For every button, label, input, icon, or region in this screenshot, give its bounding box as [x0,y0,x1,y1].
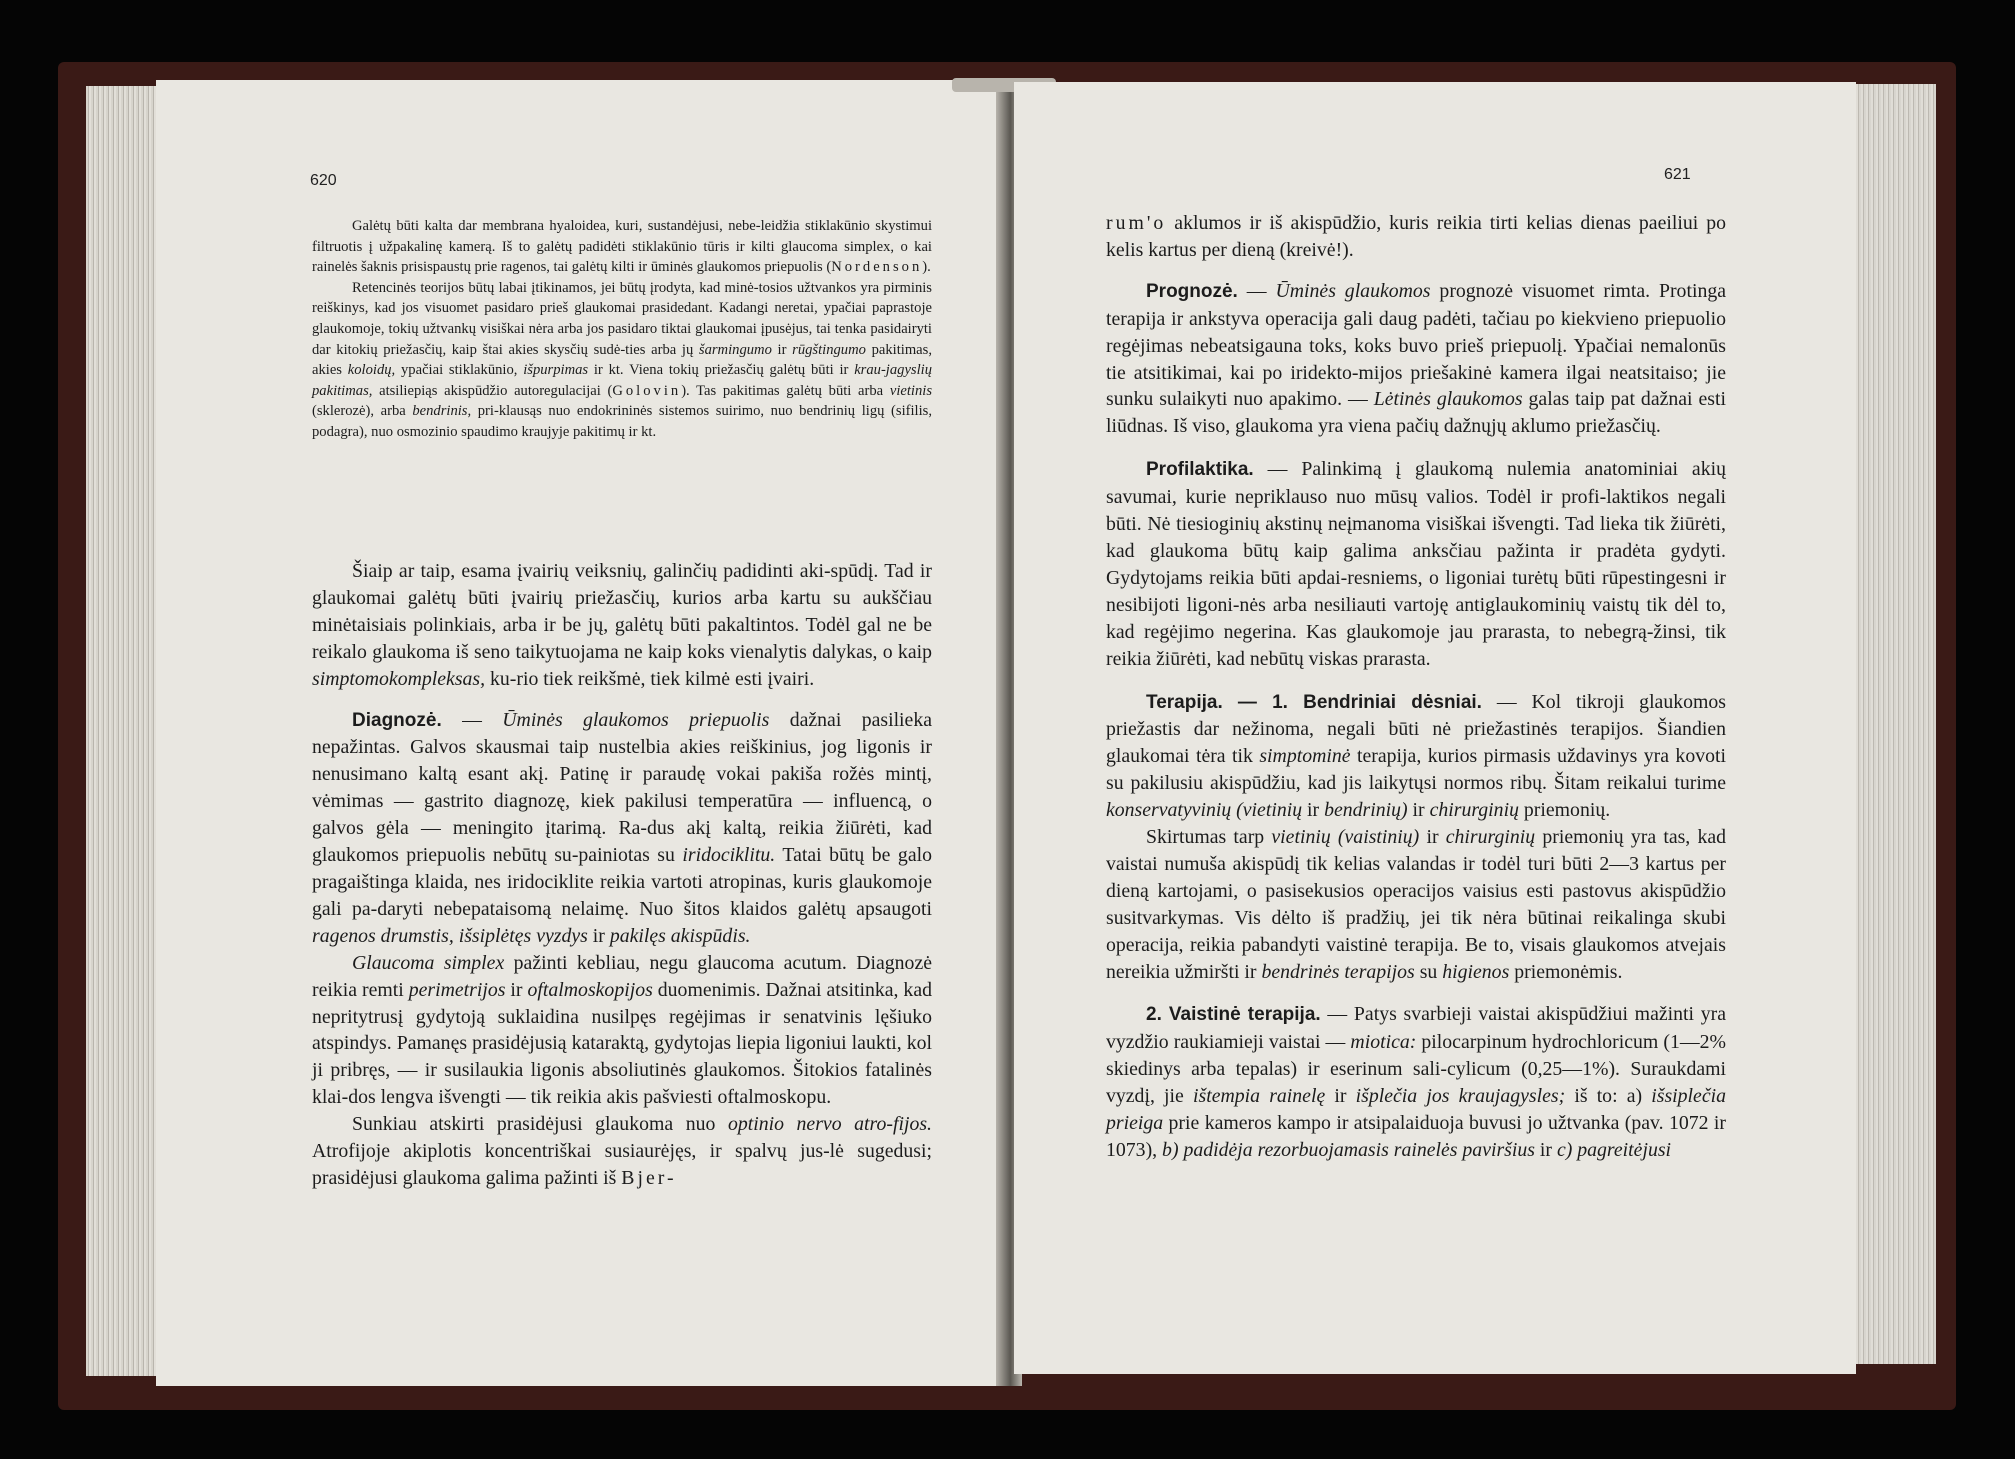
main-text-block [1106,210,1726,1164]
section-heading: Prognozė. [1146,280,1238,302]
paragraph: Sunkiau atskirti prasidėjusi glaukoma nuo optinio nervo atro-fijos. Atrofijoje akiplotis koncentriškai susiaurėjęs, ir spalvų jus-lė sugedusi; prasidėjusi glaukoma galima pažinti iš Bjer- [312,1113,932,1189]
paragraph: Šiaip ar taip, esama įvairių veiksnių, galinčių padidinti aki-spūdį. Tad ir glaukomai galėtų būti įvairių priežasčių, kurios arba kartu su aukščiau minėtaisiais polinkiais, arba ir be jų, galėtų būti pakaltintos. Todėl gal ne be reikalo glaukoma iš seno taikytuojama ne kaip koks vienalytis dalykas, o kaip simptomokompleksas, ku-rio tiek reikšmė, tiek kilmė esti įvairi. [312,560,932,690]
paragraph: Galėtų būti kalta dar membrana hyaloidea, kuri, sustandėjusi, nebe-leidžia stiklakūnio skystimui filtruotis į užpakalinę kamerą. Iš to galėtų padidėti stiklakūnio tūris ir kilti glaucoma simplex, o kai rainelės šaknis prisispaustų prie ragenos, tai galėtų kilti ir ūminės glaukomos priepuolis (Nordenson). [312,218,932,276]
left-page [156,80,1004,1386]
right-page [1014,82,1856,1374]
section-vaistine-terapija: 2. Vaistinė terapija. — Patys svarbieji vaistai akispūdžiui mažinti yra vyzdžio raukiamieji vaistai — miotica: pilocarpinum hydrochloricum (1—2% skiedinys arba tepalas) ir eserinum sali-cylicum (0,25—1%). Suraukdami vyzdį, jie ištempia rainelę ir išplečia jos kraujagysles; iš to: a) išsiplečia prieiga prie kameros kampo ir atsipalaiduoja buvusi jo užtvanka (pav. 1072 ir 1073), b) padidėja rezorbuojamasis rainelės paviršius ir c) pagreitėjusi [1106,1003,1727,1161]
section-diagnoze: Diagnozė. — Ūminės glaukomos priepuolis dažnai pasilieka nepažintas. Galvos skausmai taip nustelbia akies reiškinius, jog ligonis ir nenusimano kaltą esant akį. Patinę ir paraudę vokai pakiša rožės mintį, vėmimas — gastrito diagnozę, kiek pakilusi temperatūra — influencą, o galvos gėla — meningito įtarimą. Ra-dus akį kaltą, reikia žiūrėti, kad glaukomos priepuolis nebūtų su-painiotas su iridociklitu. Tatai būtų be galo pragaištinga klaida, nes iridociklite reikia vartoti atropinas, kuris glaukomoje gali pa-daryti nebepataisomą nelaimę. Nuo šitos klaidos galėtų apsaugoti ragenos drumstis, išsiplėtęs vyzdys ir pakilęs akispūdis. [312,708,933,947]
paragraph: rum'o aklumos ir iš akispūdžio, kuris reikia tirti kelias dienas paeiliui po kelis kartus per dieną (kreivė!). [1106,212,1726,261]
left-page-edges [86,86,166,1376]
paragraph: Glaucoma simplex pažinti kebliau, negu glaucoma acutum. Diagnozė reikia remti perimetrijos ir oftalmoskopijos duomenimis. Dažnai atsitinka, kad nepritytrusį gydytoją suklaidina nusilpęs regėjimas ir senatvinis lęšiuko atspindys. Pamanęs prasidėjusią kataraktą, gydytojas liepia ligoniui laukti, kol ji pribręs, — ir susilaukia ligonis absoliutinės glaukomos. Šitokios fatalinės klai-dos lengva išvengti — tik reikia akis pašviesti oftalmoskopu. [312,951,932,1109]
paragraph: Retencinės teorijos būtų labai įtikinamos, jei būtų įrodyta, kad minė-tosios užtvankos yra pirminis reiškinys, kad jos visuomet pasidaro prieš glaukomai prasidedant. Kadangi neretai, ypačiai paprastoje glaukomoje, tokių užtvankų visiškai nėra arba jos pasidaro tiktai glaukomai įpusėjus, tai tenka pasidairyti dar kitokių priežasčių, kaip štai akies skysčių sudė-ties arba jų šarmingumo ir rūgštingumo pakitimas, akies koloidų, ypačiai stiklakūnio, išpurpimas ir kt. Viena tokių priežasčių galėtų būti ir krau-jagyslių pakitimas, atsiliepiąs akispūdžio autoregulacijai (Golovin). Tas pakitimas galėtų būti arba vietinis (sklerozė), arba bendrinis, pri-klausąs nuo endokrininės sistemos suirimo, nuo bendrinių ligų (sifilis, podagra), nuo osmozinio spaudimo kraujyje pakitimų ir kt. [312,279,933,440]
section-heading: Diagnozė. [352,709,442,731]
page-number: 620 [310,172,337,189]
page-number: 621 [1664,166,1691,183]
section-prognoze: Prognozė. — Ūminės glaukomos prognozė visuomet rimta. Protinga terapija ir ankstyva operacija gali daug padėti, tačiau po kiekvieno priepuolio regėjimas nebeatsigauna toks, koks buvo prieš priepuolį. Ypačiai nemalonūs tie atsitikimai, kai po iridekto-mijos priešakinė kamera ilgai neatsitaiso; jie sunku sulaikyti nuo apakimo. — Lėtinės glaukomos galas taip pat dažnai esti liūdnas. Iš viso, glaukoma yra viena pačių dažnųjų aklumo priežasčių. [1106,279,1727,438]
paragraph: Skirtumas tarp vietinių (vaistinių) ir chirurginių priemonių yra tas, kad vaistai numuša akispūdį tik kelias valandas ir todėl turi būti 2—3 kartus per dieną kartojami, o pasisekusios operacijos vaisius esti pastovus akispūdžio susitvarkymas. Vis dėlto iš pradžių, jei tik nėra būtinai reikalinga skubi operacija, reikia pabandyti vaistinė terapija. Be to, visais glaukomos atvejais nereikia užmiršti ir bendrinės terapijos su higienos priemonėmis. [1106,826,1727,983]
section-terapija: Terapija. — 1. Bendriniai dėsniai. — Kol tikroji glaukomos priežastis dar nežinoma, negali būti nė priežastinės terapijos. Šiandien glaukomai tėra tik simptominė terapija, kurios pirmasis uždavinys yra kovoti su pakilusiu akispūdžiu, kad jis laikytųsi normos ribų. Šitam reikalui turime konservatyvinių (vietinių ir bendrinių) ir chirurginių priemonių. [1106,690,1726,822]
section-heading: Profilaktika. [1146,459,1254,481]
section-heading: Terapija. — 1. Bendriniai dėsniai. [1146,691,1482,713]
small-print-block [312,216,932,443]
main-text-block [312,558,932,1192]
section-profilaktika: Profilaktika. — Palinkimą į glaukomą nulemia anatominiai akių savumai, kurie nepriklauso nuo mūsų valios. Todėl ir profi-laktikos negali būti. Nė tiesioginių akstinų neįmanoma visiškai išvengti. Tad lieka tik žiūrėti, kad glaukoma būtų kaip galima anksčiau pažinta ir pradėta gydyti. Gydytojams reikia būti apdai-resniems, o ligoniai turėtų būti rūpestingesni ir nesibijoti ligoni-nės arba nesiliauti vartoję antiglaukominių vaistų tik dėl to, kad regėjimo negerina. Kas glaukomoje jau prarasta, to nebegrą-žinsi, tik reikia žiūrėti, kad nebūtų viskas prarasta. [1106,458,1726,670]
section-heading: 2. Vaistinė terapija. [1146,1004,1321,1026]
